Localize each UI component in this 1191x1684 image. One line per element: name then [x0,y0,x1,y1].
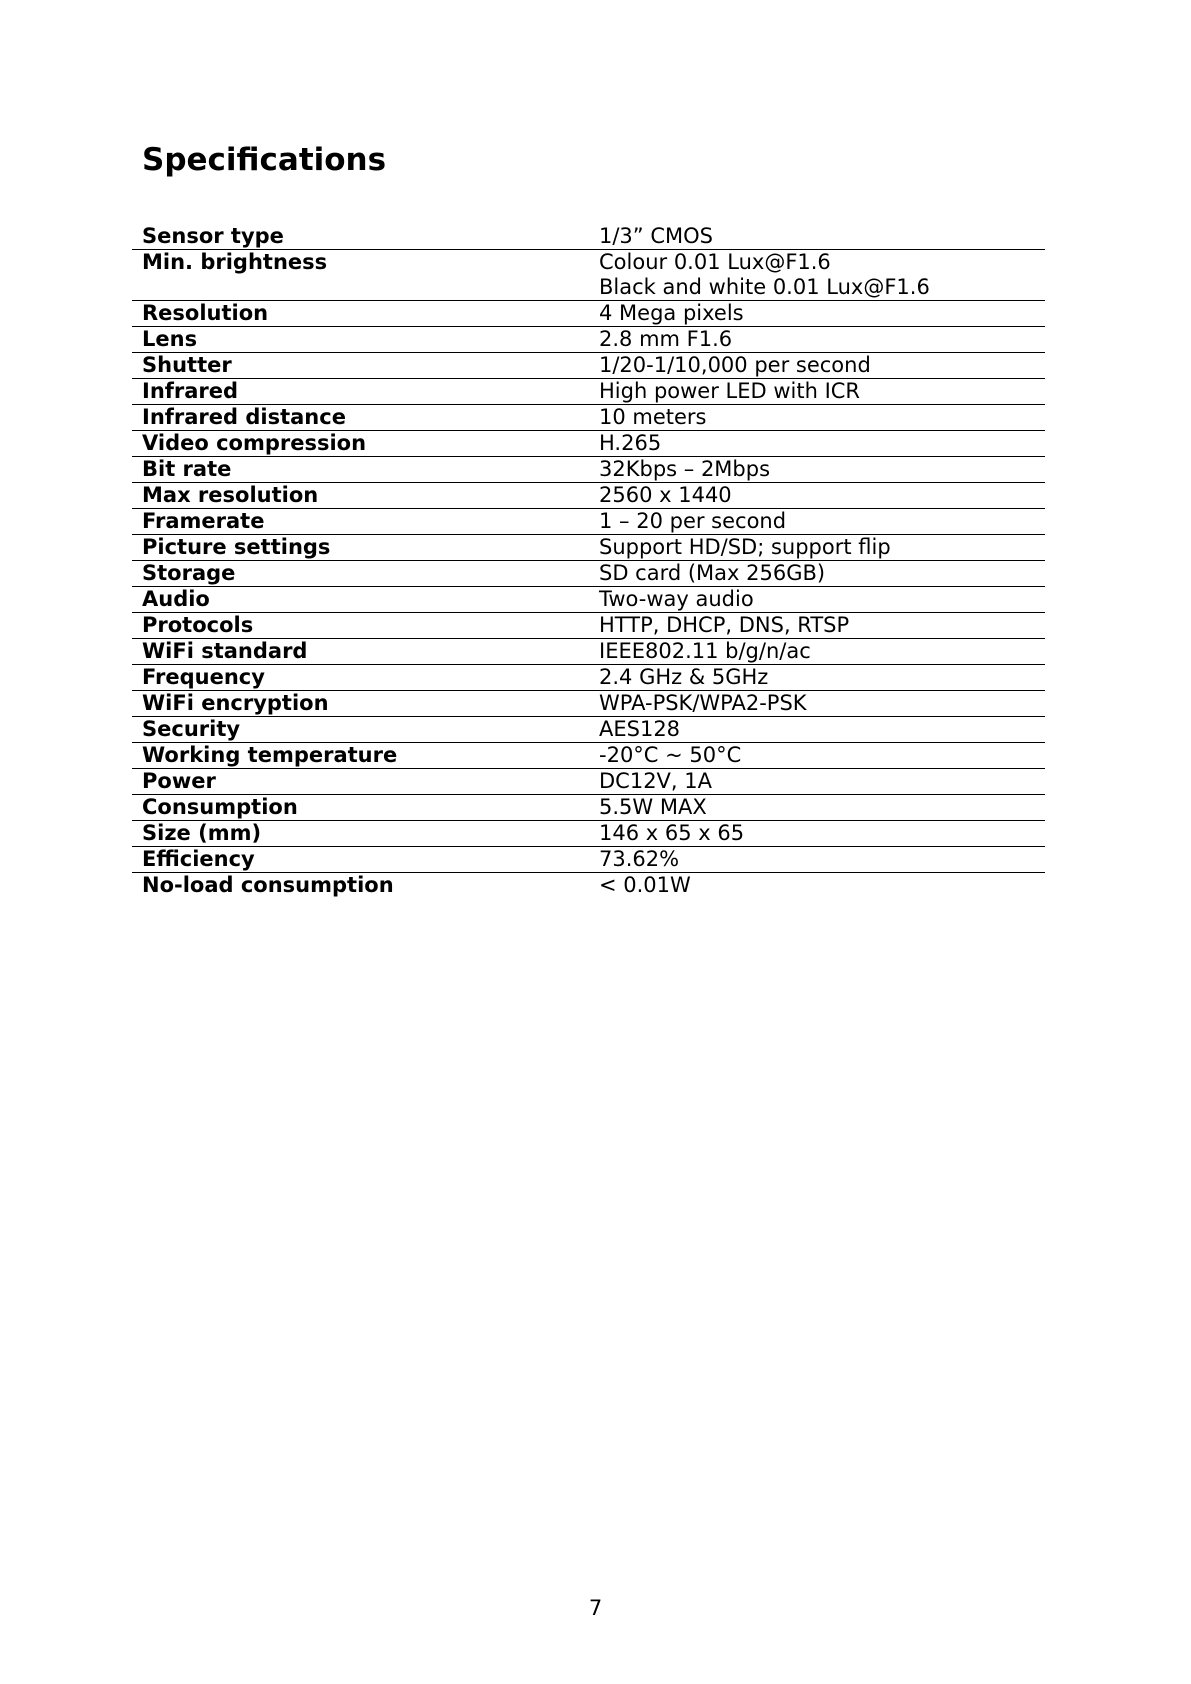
spec-label: Shutter [142,353,232,377]
spec-value-line: -20°C ~ 50°C [599,743,742,767]
spec-row [132,457,1045,483]
spec-row [132,535,1045,561]
spec-row [132,431,1045,457]
spec-value [588,795,1045,821]
spec-value [588,535,1045,561]
spec-value-line: HTTP, DHCP, DNS, RTSP [599,613,850,637]
spec-value-line: 32Kbps – 2Mbps [599,457,771,481]
spec-value [588,873,1045,899]
spec-row [132,795,1045,821]
spec-value-line: High power LED with ICR [599,379,861,403]
spec-row [132,483,1045,509]
spec-label: Security [142,717,241,741]
spec-value [588,457,1045,483]
spec-value-line: 73.62% [599,847,680,871]
spec-row [132,561,1045,587]
spec-label: Min. brightness [142,250,328,274]
spec-label: Storage [142,561,236,585]
spec-value [588,561,1045,587]
spec-label: No-load consumption [142,873,394,897]
spec-value-line: 146 x 65 x 65 [599,821,745,845]
spec-row [132,769,1045,795]
spec-row [132,509,1045,535]
spec-value [588,717,1045,743]
spec-value-line: 5.5W MAX [599,795,707,819]
spec-value-line: AES128 [599,717,681,741]
spec-label: Max resolution [142,483,319,507]
spec-value-line: SD card (Max 256GB) [599,561,826,585]
spec-row [132,327,1045,353]
spec-value-line: 2.8 mm F1.6 [599,327,733,351]
spec-value-line: 1 – 20 per second [599,509,787,533]
spec-value [588,847,1045,873]
spec-row [132,405,1045,431]
spec-value [588,431,1045,457]
spec-value-line: 2560 x 1440 [599,483,732,507]
spec-value [588,587,1045,613]
spec-label: Frequency [142,665,265,689]
spec-label: Resolution [142,301,269,325]
spec-label: Working temperature [142,743,398,767]
spec-value-line: IEEE802.11 b/g/n/ac [599,639,811,663]
spec-label: Video compression [142,431,367,455]
spec-label: Protocols [142,613,254,637]
spec-value-line: H.265 [599,431,662,455]
spec-value [588,250,1045,301]
spec-value [588,639,1045,665]
spec-value [588,353,1045,379]
spec-row [132,717,1045,743]
spec-value [588,613,1045,639]
spec-row [132,691,1045,717]
spec-row [132,665,1045,691]
spec-value [588,691,1045,717]
spec-label: Power [142,769,216,793]
spec-label: Efficiency [142,847,255,871]
page-title: Specifications [142,142,387,178]
spec-value-line: < 0.01W [599,873,691,897]
spec-row [132,587,1045,613]
spec-label: Audio [142,587,210,611]
spec-row [132,873,1045,899]
spec-value-line: 1/20-1/10,000 per second [599,353,871,377]
spec-value [588,301,1045,327]
spec-value [588,379,1045,405]
spec-value-line: Two-way audio [599,587,754,611]
spec-value-line: Black and white 0.01 Lux@F1.6 [599,275,930,299]
spec-row [132,639,1045,665]
page-number: 7 [588,1596,603,1620]
spec-label: Framerate [142,509,265,533]
spec-row [132,224,1045,250]
specifications-table [132,224,1045,898]
spec-value [588,769,1045,795]
spec-value [588,483,1045,509]
spec-label: Sensor type [142,224,284,248]
spec-value [588,509,1045,535]
spec-row [132,301,1045,327]
spec-value [588,327,1045,353]
spec-label: WiFi standard [142,639,308,663]
spec-value-line: WPA-PSK/WPA2-PSK [599,691,807,715]
spec-label: Lens [142,327,198,351]
spec-value [588,224,1045,250]
spec-row [132,743,1045,769]
spec-value [588,405,1045,431]
spec-row [132,250,1045,301]
spec-row [132,613,1045,639]
spec-label: Infrared distance [142,405,346,429]
spec-row [132,847,1045,873]
spec-value-line: 2.4 GHz & 5GHz [599,665,769,689]
spec-label: Infrared [142,379,239,403]
spec-label: Size (mm) [142,821,262,845]
spec-value-line: 10 meters [599,405,707,429]
spec-label: Consumption [142,795,298,819]
spec-label: Picture settings [142,535,331,559]
spec-label: Bit rate [142,457,232,481]
spec-value-line: Support HD/SD; support flip [599,535,891,559]
spec-row [132,821,1045,847]
spec-value-line: DC12V, 1A [599,769,712,793]
spec-row [132,379,1045,405]
specifications-table-body [132,224,1045,898]
spec-value [588,665,1045,691]
spec-value [588,821,1045,847]
spec-value-line: 1/3” CMOS [599,224,713,248]
spec-value-line: 4 Mega pixels [599,301,744,325]
spec-value [588,743,1045,769]
spec-row [132,353,1045,379]
spec-label: WiFi encryption [142,691,329,715]
spec-value-line: Colour 0.01 Lux@F1.6 [599,250,831,274]
